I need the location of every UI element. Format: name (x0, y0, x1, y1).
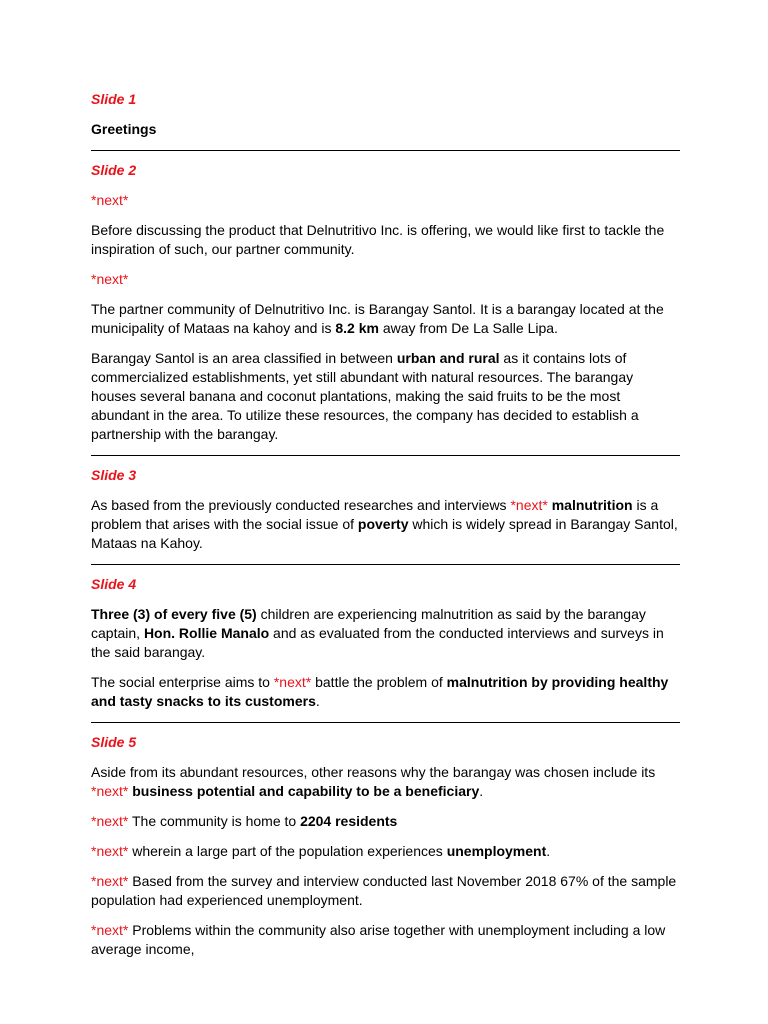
text-run: and as evaluated from the conducted interviews and surveys in the said barangay. (91, 625, 664, 660)
text-run: Aside from its abundant resources, other reasons why the barangay was chosen include its (91, 764, 656, 780)
next-cue: *next* (91, 843, 129, 859)
next-cue: *next* (91, 873, 129, 889)
paragraph (91, 812, 680, 831)
bold-text: Three (3) of every five (5) (91, 606, 257, 622)
paragraph (91, 270, 680, 289)
paragraph (91, 872, 680, 910)
text-run: The social enterprise aims to (91, 674, 274, 690)
paragraph (91, 349, 680, 444)
text-run: The partner community of Delnutritivo Inc. is Barangay Santol. It is a barangay located at the municipality of Mataas na kahoy and is (91, 301, 664, 336)
next-cue: *next* (273, 674, 312, 690)
slide-label: Slide 2 (91, 162, 137, 178)
bold-text: Greetings (91, 121, 157, 137)
next-cue: *next* (91, 192, 129, 208)
paragraph (91, 921, 680, 959)
paragraph (91, 605, 680, 662)
bold-text: poverty (357, 516, 409, 532)
text-run: which is widely spread in Barangay Santol, Mataas na Kahoy. (91, 516, 678, 551)
text-run: The community is home to (128, 813, 301, 829)
text-run: . (315, 693, 320, 709)
text-run: Problems within the community also arise together with unemployment including a low average income, (91, 922, 666, 957)
next-cue: *next* (91, 922, 129, 938)
text-run: is a problem that arises with the social issue of (91, 497, 659, 532)
text-run: . (546, 843, 551, 859)
bold-text: business potential and capability to be a beneficiary (132, 783, 480, 799)
paragraph (91, 763, 680, 801)
text-run: children are experiencing malnutrition as said by the barangay captain, (91, 606, 646, 641)
slide-label: Slide 1 (91, 91, 137, 107)
bold-text: Hon. Rollie Manalo (143, 625, 270, 641)
bold-text: 8.2 km (335, 320, 379, 336)
bold-text: 2204 residents (300, 813, 398, 829)
text-run: wherein a large part of the population experiences (128, 843, 447, 859)
bold-text: urban and rural (396, 350, 500, 366)
slide-section (91, 575, 680, 723)
text-run: Before discussing the product that Delnutritivo Inc. is offering, we would like first to tackle the inspiration of such, our partner community. (91, 222, 665, 257)
section-divider (91, 722, 680, 723)
bold-text: malnutrition by providing healthy and tasty snacks to its customers (91, 674, 669, 709)
text-run: . (479, 783, 484, 799)
paragraph (91, 120, 680, 139)
next-cue: *next* (91, 783, 129, 799)
paragraph (91, 673, 680, 711)
paragraph (91, 221, 680, 259)
section-divider (91, 150, 680, 151)
text-run: Barangay Santol is an area classified in between (91, 350, 397, 366)
text-run: Based from the survey and interview conducted last November 2018 67% of the sample population had experienced unemployment. (91, 873, 677, 908)
text-run: away from De La Salle Lipa. (378, 320, 558, 336)
text-run: As based from the previously conducted researches and interviews (91, 497, 511, 513)
next-cue: *next* (510, 497, 548, 513)
next-cue: *next* (91, 271, 129, 287)
slide-section (91, 161, 680, 456)
bold-text: malnutrition (551, 497, 633, 513)
slide-label: Slide 5 (91, 734, 137, 750)
slide-label: Slide 4 (91, 576, 137, 592)
text-run: as it contains lots of commercialized establishments, yet still abundant with natural resources. The barangay houses several banana and coconut plantations, making the said fruits to be the most abundant in the area. To utilize these resources, the company has decided to establish a partnership with the barangay. (91, 350, 639, 442)
paragraph (91, 842, 680, 861)
paragraph (91, 191, 680, 210)
section-divider (91, 564, 680, 565)
slide-section (91, 90, 680, 151)
text-run: battle the problem of (311, 674, 447, 690)
bold-text: unemployment (446, 843, 547, 859)
slide-section (91, 733, 680, 959)
paragraph (91, 496, 680, 553)
slide-section (91, 466, 680, 565)
slide-label: Slide 3 (91, 467, 137, 483)
section-divider (91, 455, 680, 456)
paragraph (91, 300, 680, 338)
next-cue: *next* (91, 813, 129, 829)
